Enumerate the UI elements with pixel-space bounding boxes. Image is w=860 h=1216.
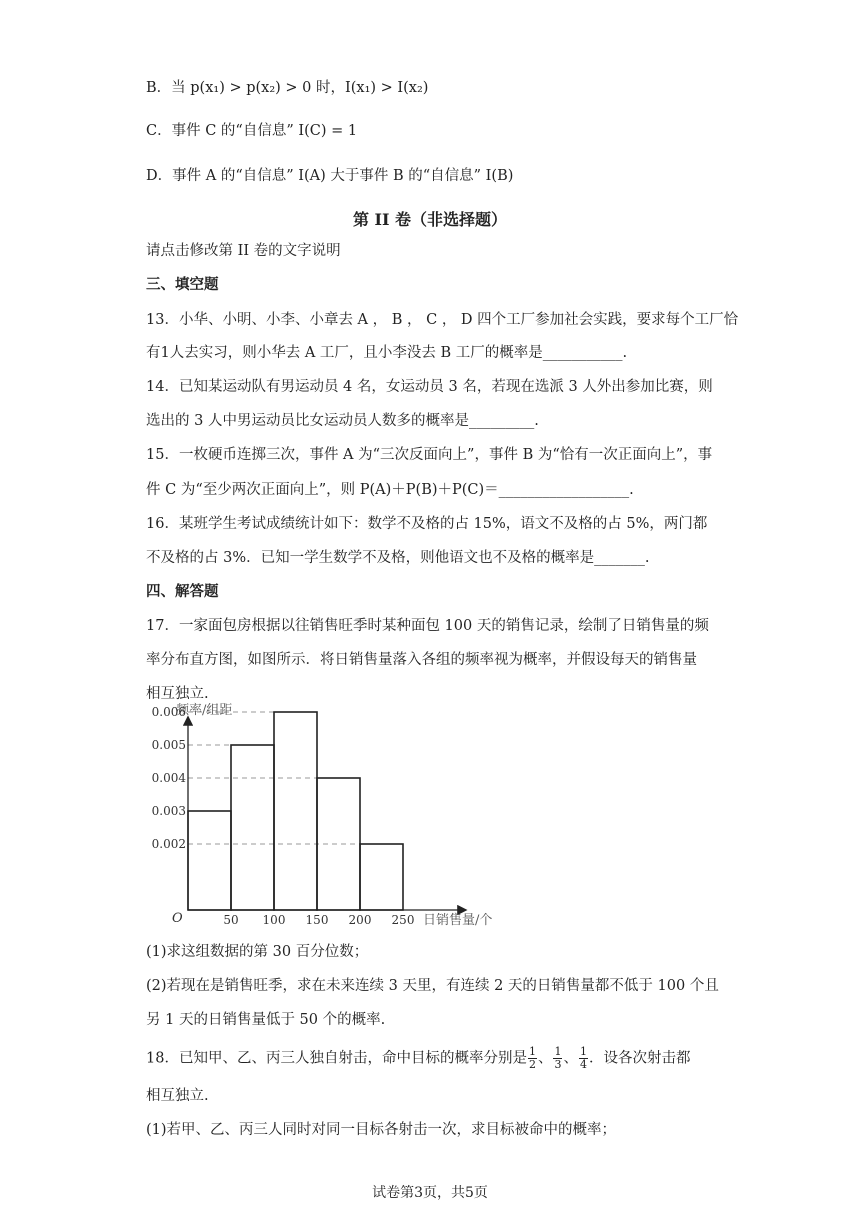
section-title: 第 II 卷（非选择题） — [352, 210, 508, 229]
histogram-bar — [231, 745, 274, 910]
q16-line1: 16．某班学生考试成绩统计如下：数学不及格的占 15%，语文不及格的占 5%，两门都 — [146, 516, 708, 532]
y-tick-label: 0.003 — [151, 804, 186, 818]
q17-line2: 率分布直方图，如图所示．将日销售量落入各组的频率视为概率，并假设每天的销售量 — [146, 652, 697, 668]
q13-line1: 13．小华、小明、小李、小章去 A ， B ， C ， D 四个工厂参加社会实践，要求每个工厂恰 — [146, 312, 739, 328]
y-tick-label: 0.005 — [151, 738, 186, 752]
q15-line1: 15．一枚硬币连掷三次，事件 A 为“三次反面向上”，事件 B 为“恰有一次正面向上”，事 — [146, 447, 713, 463]
y-axis-label: 频率/组距 — [176, 703, 233, 718]
q17-line1: 17．一家面包房根据以往销售旺季时某种面包 100 天的销售记录，绘制了日销售量的频 — [146, 618, 709, 634]
x-tick-label: 250 — [391, 913, 415, 927]
option-b: B．当 p(x₁) > p(x₂) > 0 时，I(x₁) > I(x₂) — [146, 80, 429, 96]
histogram-chart — [140, 700, 520, 935]
q15-line2: 件 C 为“至少两次正面向上”，则 P(A)＋P(B)＋P(C)＝__________________. — [146, 482, 634, 498]
x-tick-label: 150 — [305, 913, 329, 927]
separator-2: 、 — [563, 1050, 578, 1067]
option-d: D．事件 A 的“自信息” I(A) 大于事件 B 的“自信息” I(B) — [146, 168, 514, 184]
y-tick-label: 0.004 — [151, 771, 186, 785]
x-tick-label: 100 — [262, 913, 286, 927]
part3-heading: 三、填空题 — [146, 276, 219, 293]
section-note: 请点击修改第 II 卷的文字说明 — [146, 243, 341, 259]
q18-line2: 相互独立. — [146, 1088, 209, 1104]
fraction-1-3: $\frac{1}{3}$ — [554, 1045, 562, 1071]
histogram-bar — [360, 844, 403, 910]
part4-heading: 四、解答题 — [146, 583, 219, 600]
fraction-1-2: $\frac{1}{2}$ — [528, 1045, 536, 1071]
histogram-bar — [274, 712, 317, 910]
q17-part2-line1: (2)若现在是销售旺季，求在未来连续 3 天里，有连续 2 天的日销售量都不低于 100 个且 — [146, 978, 719, 994]
page-footer: 试卷第3页，共5页 — [372, 1185, 488, 1201]
q14-line2: 选出的 3 人中男运动员比女运动员人数多的概率是_________. — [146, 413, 539, 429]
x-axis-label: 日销售量/个 — [423, 913, 493, 928]
q16-line2: 不及格的占 3%．已知一学生数学不及格，则他语文也不及格的概率是_______. — [146, 550, 650, 566]
q18-line1 — [146, 1046, 690, 1071]
q18-part1: (1)若甲、乙、丙三人同时对同一目标各射击一次，求目标被命中的概率； — [146, 1122, 617, 1138]
fraction-1-4: $\frac{1}{4}$ — [579, 1045, 587, 1071]
q18-text-a: 18．已知甲、乙、丙三人独自射击，命中目标的概率分别是 — [146, 1050, 527, 1067]
x-tick-label: 200 — [348, 913, 372, 927]
origin-label: O — [172, 911, 183, 926]
histogram-bar — [188, 811, 231, 910]
option-c: C．事件 C 的“自信息” I(C) = 1 — [146, 123, 358, 139]
separator-1: 、 — [537, 1050, 553, 1067]
x-tick-label: 50 — [223, 913, 239, 927]
y-tick-label: 0.006 — [151, 705, 186, 719]
q17-line3: 相互独立. — [146, 686, 209, 702]
q18-text-b: ．设各次射击都 — [588, 1050, 691, 1067]
q14-line1: 14．已知某运动队有男运动员 4 名，女运动员 3 名，若现在选派 3 人外出参加比赛，则 — [146, 379, 713, 395]
y-tick-label: 0.002 — [151, 837, 186, 851]
q17-part2-line2: 另 1 天的日销售量低于 50 个的概率. — [146, 1012, 386, 1028]
q13-line2: 有1人去实习，则小华去 A 工厂，且小李没去 B 工厂的概率是___________. — [146, 345, 628, 361]
q17-part1: (1)求这组数据的第 30 百分位数； — [146, 944, 369, 960]
